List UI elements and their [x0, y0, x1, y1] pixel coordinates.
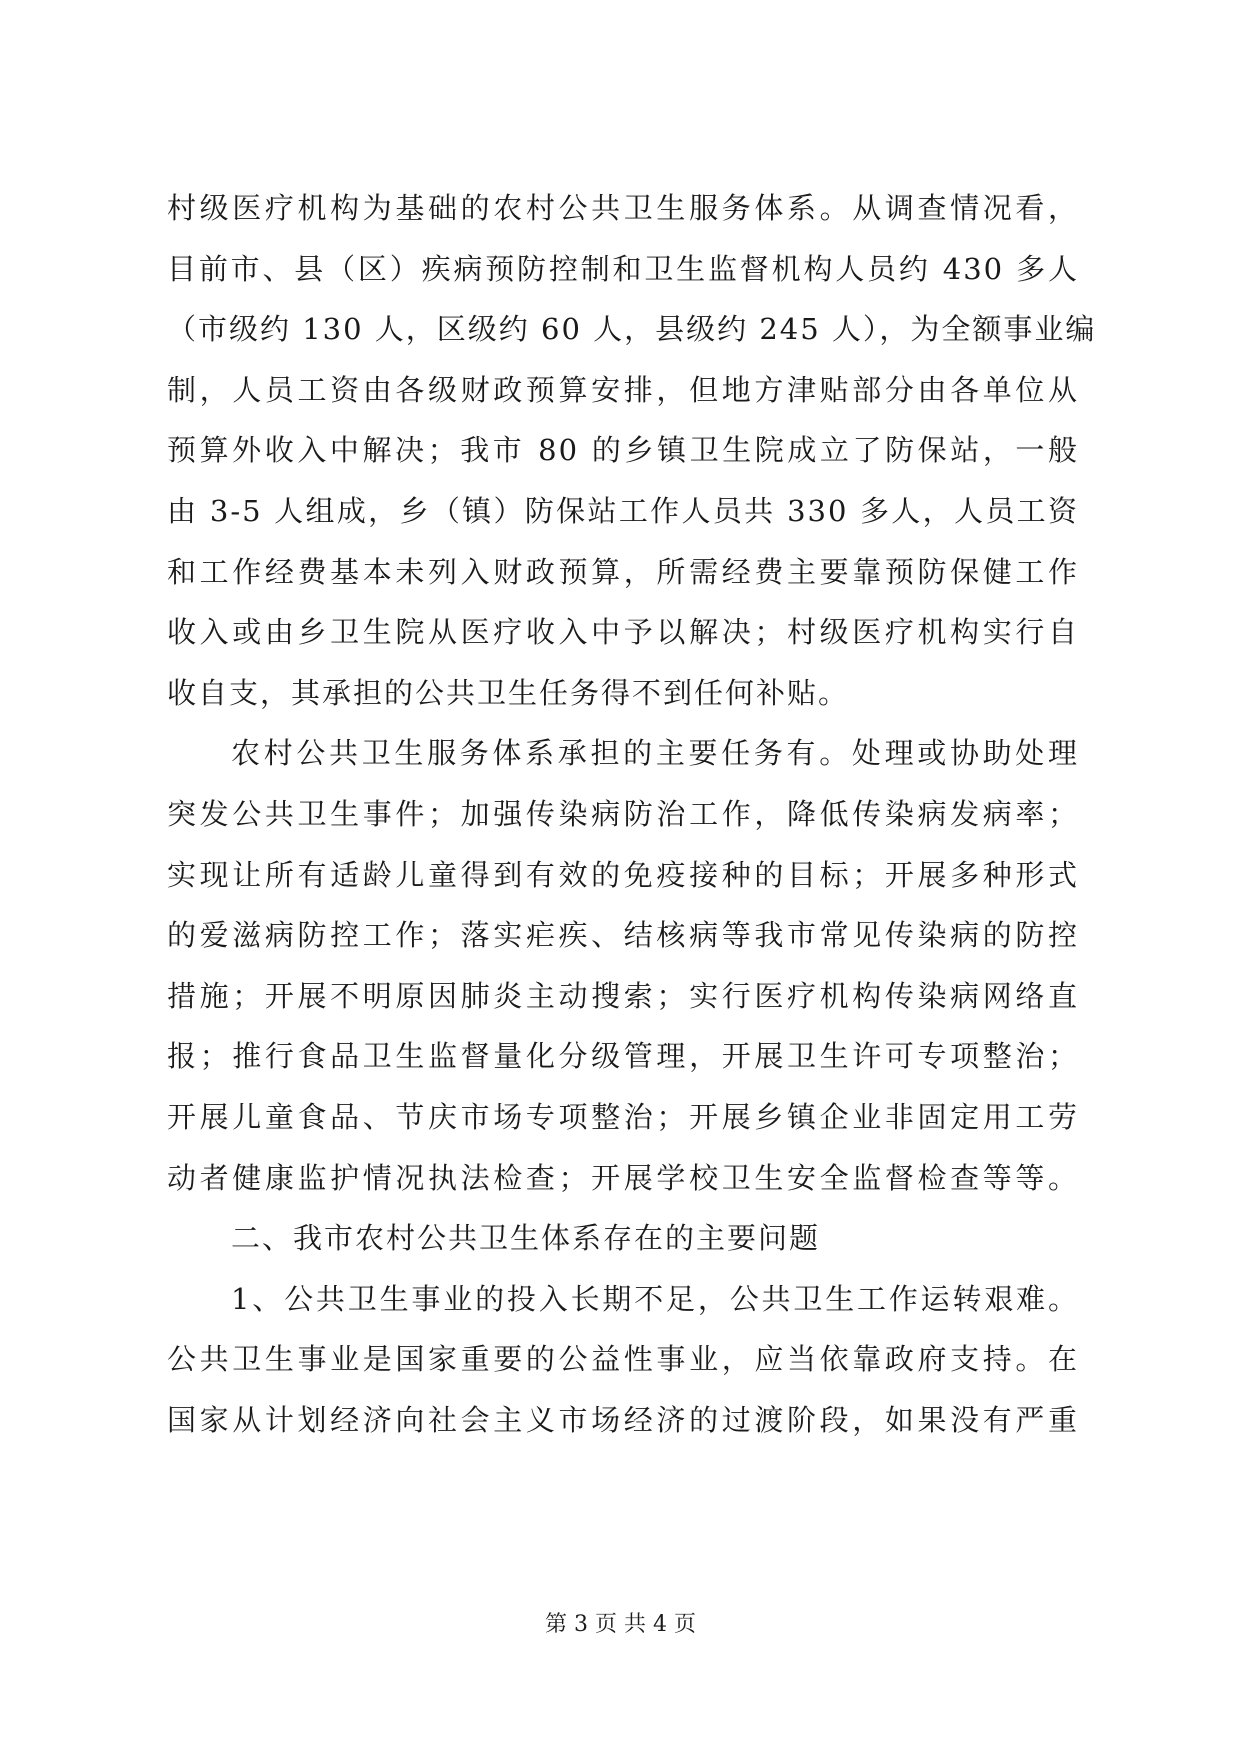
text-line: 由 3-5 人组成，乡（镇）防保站工作人员共 330 多人，人员工资	[167, 493, 1079, 528]
text-line: 和工作经费基本未列入财政预算，所需经费主要靠预防保健工作	[167, 554, 1079, 589]
text-line: 报；推行食品卫生监督量化分级管理，开展卫生许可专项整治；	[167, 1039, 1079, 1074]
text-line: 制，人员工资由各级财政预算安排，但地方津贴部分由各单位从	[167, 372, 1079, 407]
text-line: 收入或由乡卫生院从医疗收入中予以解决；村级医疗机构实行自	[167, 615, 1079, 650]
text-line: 国家从计划经济向社会主义市场经济的过渡阶段，如果没有严重	[167, 1402, 1079, 1437]
text-line: 动者健康监护情况执法检查；开展学校卫生安全监督检查等等。	[167, 1160, 1079, 1195]
text-line: 开展儿童食品、节庆市场专项整治；开展乡镇企业非固定用工劳	[167, 1099, 1079, 1134]
text-line: 目前市、县（区）疾病预防控制和卫生监督机构人员约 430 多人	[167, 251, 1079, 286]
text-line: 公共卫生事业是国家重要的公益性事业，应当依靠政府支持。在	[167, 1342, 1079, 1377]
text-line: （市级约 130 人，区级约 60 人，县级约 245 人），为全额事业编	[167, 312, 1097, 347]
text-line: 预算外收入中解决；我市 80 的乡镇卫生院成立了防保站，一般	[167, 433, 1079, 468]
text-line: 村级医疗机构为基础的农村公共卫生服务体系。从调查情况看，	[167, 191, 1079, 225]
text-line: 二、我市农村公共卫生体系存在的主要问题	[231, 1221, 821, 1256]
text-line: 收自支，其承担的公共卫生任务得不到任何补贴。	[167, 675, 850, 710]
text-line: 农村公共卫生服务体系承担的主要任务有。处理或协助处理	[231, 736, 1079, 771]
text-line: 实现让所有适龄儿童得到有效的免疫接种的目标；开展多种形式	[167, 857, 1079, 892]
text-line: 1、公共卫生事业的投入长期不足，公共卫生工作运转艰难。	[231, 1281, 1079, 1316]
body-text	[167, 178, 1097, 1450]
text-line: 的爱滋病防控工作；落实疟疾、结核病等我市常见传染病的防控	[167, 918, 1079, 953]
page-footer: 第 3 页 共 4 页	[545, 1612, 696, 1637]
text-line: 措施；开展不明原因肺炎主动搜索；实行医疗机构传染病网络直	[167, 978, 1079, 1013]
text-line: 突发公共卫生事件；加强传染病防治工作，降低传染病发病率；	[167, 796, 1079, 831]
